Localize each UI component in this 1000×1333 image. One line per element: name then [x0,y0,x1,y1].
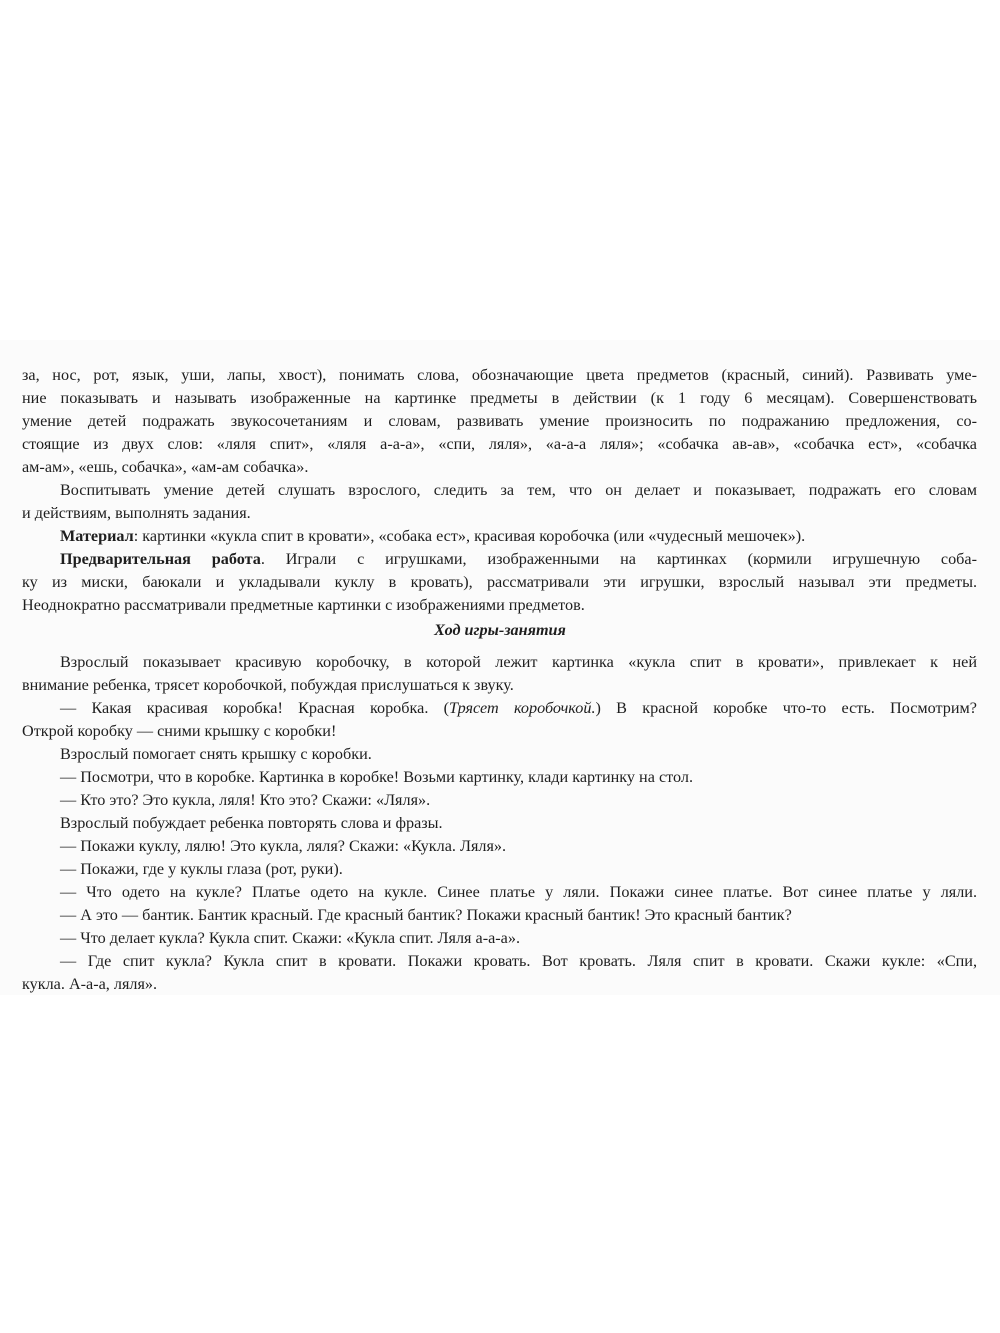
game-p10: — А это — бантик. Бантик красный. Где красный бантик? Покажи красный бантик! Это красный бантик? [60,906,792,924]
preliminary-line-3: Неоднократно рассматривали предметные картинки с изображениями предметов. [22,596,585,614]
intro-line-3: умение детей подражать звукосочетаниям и словам, развивать умение произносить по подражанию предложения, со- [22,412,977,430]
game-p2-text-a: — Какая красивая коробка! Красная коробка. ( [60,699,450,717]
intro-line-5: ам-ам», «ешь, собачка», «ам-ам собачка». [22,458,309,476]
material-paragraph [60,525,805,547]
game-p2-line-2: Открой коробку — сними крышку с коробки! [22,722,337,740]
intro-line-2: ние показывать и называть изображенные на картинке предметы в действии (к 1 году 6 месяцам). Совершенствовать [22,389,977,407]
game-p12-line-2: кукла. А-а-а, ляля». [22,975,158,993]
game-p12-line-1: — Где спит кукла? Кукла спит в кровати. Покажи кровать. Вот кровать. Ляля спит в кровати. Скажи кукле: «Спи, [60,952,977,970]
intro-line-1: за, нос, рот, язык, уши, лапы, хвост), понимать слова, обозначающие цвета предметов (красный, синий). Развивать уме- [22,366,977,384]
game-p6: Взрослый побуждает ребенка повторять слова и фразы. [60,814,443,832]
game-p1-line-2: внимание ребенка, трясет коробочкой, побуждая прислушаться к звуку. [22,676,514,694]
game-p1-line-1: Взрослый показывает красивую коробочку, в которой лежит картинка «кукла спит в кровати», привлекает к ней [60,653,977,671]
intro-line-4: стоящие из двух слов: «ляля спит», «ляля а-а-а», «спи, ляля», «а-а-а ляля»; «собачка ав-ав», «собачка ест», «собачка [22,435,977,453]
preliminary-text-1: . Играли с игрушками, изображенными на картинках (кормили игрушечную соба- [260,550,977,568]
game-p11: — Что делает кукла? Кукла спит. Скажи: «Кукла спит. Ляля а-а-а». [60,929,521,947]
material-text: : картинки «кукла спит в кровати», «собака ест», красивая коробочка (или «чудесный мешочек»). [133,527,806,545]
game-p4: — Посмотри, что в коробке. Картинка в коробке! Возьми картинку, клади картинку на стол. [60,768,693,786]
game-p3: Взрослый помогает снять крышку с коробки. [60,745,372,763]
game-p7: — Покажи куклу, лялю! Это кукла, ляля? Скажи: «Кукла. Ляля». [60,837,507,855]
listen-line-2: и действиям, выполнять задания. [22,504,251,522]
preliminary-line-2: ку из миски, баюкали и укладывали куклу в кровать), рассматривали эти игрушки, взрослый называл эти предметы. [22,573,977,591]
game-p9: — Что одето на кукле? Платье одето на кукле. Синее платье у ляли. Покажи синее платье. Вот синее платье у ляли. [60,883,977,901]
material-label: Материал [60,527,134,545]
game-p2-stage-direction: Трясет коробочкой. [449,699,596,717]
preliminary-label: Предварительная работа [60,550,261,568]
preliminary-line-1 [60,548,977,570]
document-body [0,364,1000,993]
game-p5: — Кто это? Это кукла, ляля! Кто это? Скажи: «Ляля». [60,791,431,809]
game-p8: — Покажи, где у куклы глаза (рот, руки). [60,860,343,878]
listen-line-1: Воспитывать умение детей слушать взрослого, следить за тем, что он делает и показывает, подражать его словам [60,481,977,499]
game-p2-text-b: ) В красной коробке что-то есть. Посмотрим? [595,699,977,717]
game-p2-line-1 [60,697,977,719]
section-heading: Ход игры-занятия [434,621,566,639]
